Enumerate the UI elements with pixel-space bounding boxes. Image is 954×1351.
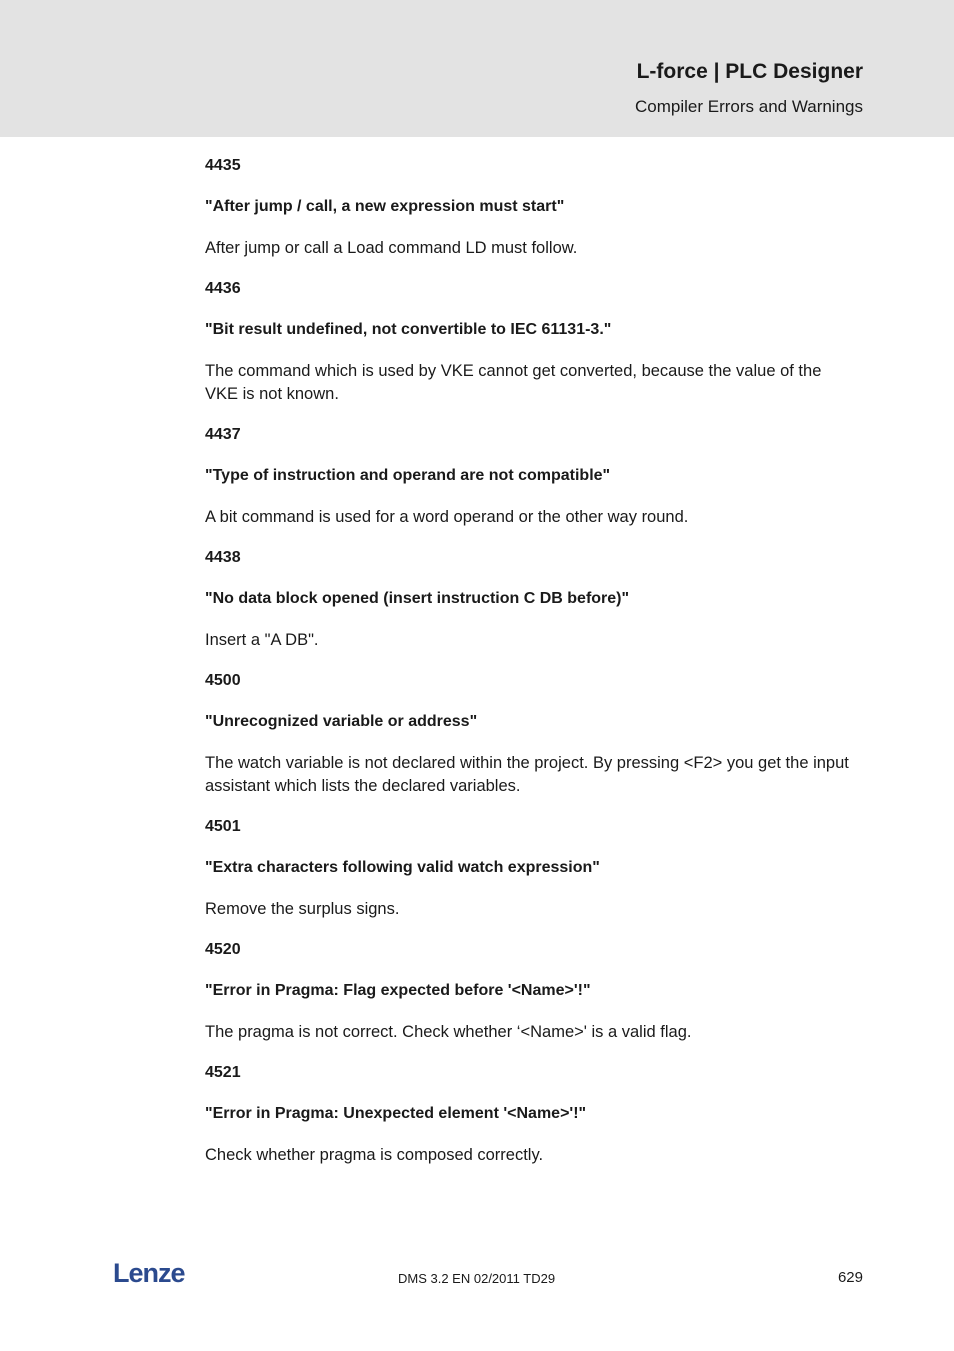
lenze-logo: Lenze (113, 1258, 185, 1288)
error-description: Insert a "A DB". (205, 631, 319, 649)
error-message: "Unrecognized variable or address" (205, 713, 478, 730)
error-message: "Bit result undefined, not convertible to IEC 61131-3." (205, 321, 612, 338)
error-message: "Extra characters following valid watch expression" (205, 859, 600, 876)
error-description: After jump or call a Load command LD must follow. (205, 239, 578, 257)
error-code: 4520 (205, 941, 241, 958)
error-message: "No data block opened (insert instruction C DB before)" (205, 590, 630, 607)
error-list (205, 155, 855, 1185)
error-code: 4438 (205, 549, 241, 566)
error-description: The watch variable is not declared within the project. By pressing <F2> you get the input assistant which lists the declared variables. (205, 754, 849, 795)
error-entry-4438 (205, 547, 855, 652)
error-message: "Error in Pragma: Flag expected before '<Name>'!" (205, 982, 591, 999)
error-description: The command which is used by VKE cannot get converted, because the value of the VKE is not known. (205, 362, 822, 403)
error-message: "Type of instruction and operand are not compatible" (205, 467, 611, 484)
error-code: 4436 (205, 280, 241, 297)
error-description: The pragma is not correct. Check whether ‘<Name>' is a valid flag. (205, 1023, 692, 1041)
error-code: 4435 (205, 157, 241, 174)
error-entry-4520 (205, 939, 855, 1044)
error-message: "After jump / call, a new expression must start" (205, 198, 565, 215)
error-code: 4521 (205, 1064, 241, 1081)
error-code: 4501 (205, 818, 241, 835)
error-code: 4437 (205, 426, 241, 443)
error-entry-4437 (205, 424, 855, 529)
error-entry-4435 (205, 155, 855, 260)
header-subtitle: Compiler Errors and Warnings (635, 97, 863, 116)
error-message: "Error in Pragma: Unexpected element '<Name>'!" (205, 1105, 587, 1122)
page-header (0, 0, 954, 137)
page-number: 629 (837, 1269, 863, 1286)
error-entry-4436 (205, 278, 855, 406)
error-code: 4500 (205, 672, 241, 689)
error-entry-4500 (205, 670, 855, 798)
footer-doc-info: DMS 3.2 EN 02/2011 TD29 (398, 1271, 556, 1286)
error-description: Check whether pragma is composed correctly. (205, 1146, 544, 1164)
error-description: Remove the surplus signs. (205, 900, 400, 918)
header-title: L-force | PLC Designer (636, 60, 863, 83)
error-entry-4521 (205, 1062, 855, 1167)
error-description: A bit command is used for a word operand or the other way round. (205, 508, 689, 526)
error-entry-4501 (205, 816, 855, 921)
